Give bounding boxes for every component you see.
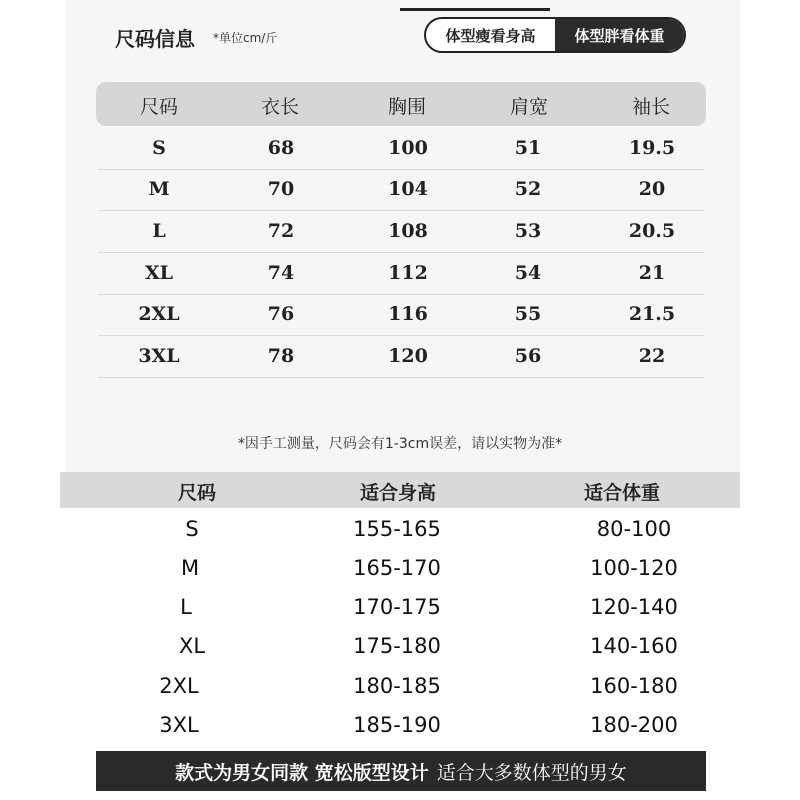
cell-shoulder: 55 [514,303,542,325]
cell-length: 72 [267,220,295,242]
size-table-header [96,82,706,126]
cell-length: 68 [267,137,295,159]
body-type-toggle [424,17,686,53]
cell-height: 185-190 [353,713,441,737]
table-row [60,548,740,588]
cell-size: XL [178,634,206,658]
cell-sleeve: 20.5 [628,220,676,242]
cell-length: 70 [267,178,295,200]
cell-height: 155-165 [353,517,441,541]
cell-size: 3XL [159,713,199,737]
cell-shoulder: 56 [514,345,542,367]
cell-size: 2XL [159,674,199,698]
cell-size: 3XL [138,345,180,367]
cell-size: M [180,556,200,580]
banner-bold-text: 款式为男女同款 宽松版型设计 [175,761,429,784]
table-row [98,293,704,336]
cell-size: XL [144,262,174,284]
header-size: 尺码 [139,96,179,118]
cell-sleeve: 21.5 [628,303,676,325]
cell-size: M [148,178,170,200]
cell-shoulder: 51 [514,137,542,159]
cell-chest: 108 [388,220,428,242]
measurement-note: *因手工测量，尺码会有1-3cm误差，请以实物为准* [237,436,563,452]
cell-chest: 116 [388,303,428,325]
table-row [98,252,704,295]
table-row [98,335,704,378]
cell-size: L [152,220,166,242]
cell-size: S [185,517,199,541]
cell-size: L [180,595,192,619]
style-banner [96,751,706,791]
cell-length: 78 [267,345,295,367]
cell-sleeve: 20 [638,178,666,200]
table-row [60,705,740,745]
cell-weight: 80-100 [596,517,672,541]
header-sleeve: 袖长 [631,96,671,118]
table-row [60,509,740,549]
cell-shoulder: 53 [514,220,542,242]
table-row [60,626,740,666]
header-height: 适合身高 [359,482,437,504]
cell-chest: 120 [388,345,428,367]
toggle-option-weight[interactable]: 体型胖看体重 [555,19,684,51]
banner-regular-text: 适合大多数体型的男女 [436,761,627,784]
cell-sleeve: 19.5 [628,137,676,159]
cell-chest: 100 [388,137,428,159]
page-title: 尺码信息 [115,27,195,51]
header-chest: 胸围 [387,96,427,118]
cell-shoulder: 52 [514,178,542,200]
table-row [98,210,704,253]
table-row [98,127,704,170]
table-row [60,587,740,627]
cell-sleeve: 21 [638,262,666,284]
header-size: 尺码 [177,482,217,504]
table-row [98,168,704,211]
toggle-option-height[interactable]: 体型瘦看身高 [445,26,536,45]
cell-size: 2XL [138,303,180,325]
cell-weight: 120-140 [590,595,678,619]
cell-shoulder: 54 [514,262,542,284]
table-row [60,666,740,706]
unit-label: *单位cm/斤 [213,31,278,45]
cell-size: S [152,137,166,159]
cell-weight: 180-200 [590,713,678,737]
cell-height: 165-170 [353,556,441,580]
fit-table-header [60,472,740,508]
cell-chest: 104 [388,178,428,200]
cell-weight: 140-160 [590,634,678,658]
cell-height: 170-175 [353,595,441,619]
cell-sleeve: 22 [638,345,666,367]
cell-length: 76 [267,303,295,325]
cell-chest: 112 [388,262,428,284]
cell-weight: 100-120 [590,556,678,580]
cell-weight: 160-180 [590,674,678,698]
cell-height: 180-185 [353,674,441,698]
header-shoulder: 肩宽 [509,96,549,118]
cell-length: 74 [267,262,295,284]
header-length: 衣长 [260,96,300,118]
header-weight: 适合体重 [583,482,661,504]
cell-height: 175-180 [353,634,441,658]
top-divider [400,8,550,11]
